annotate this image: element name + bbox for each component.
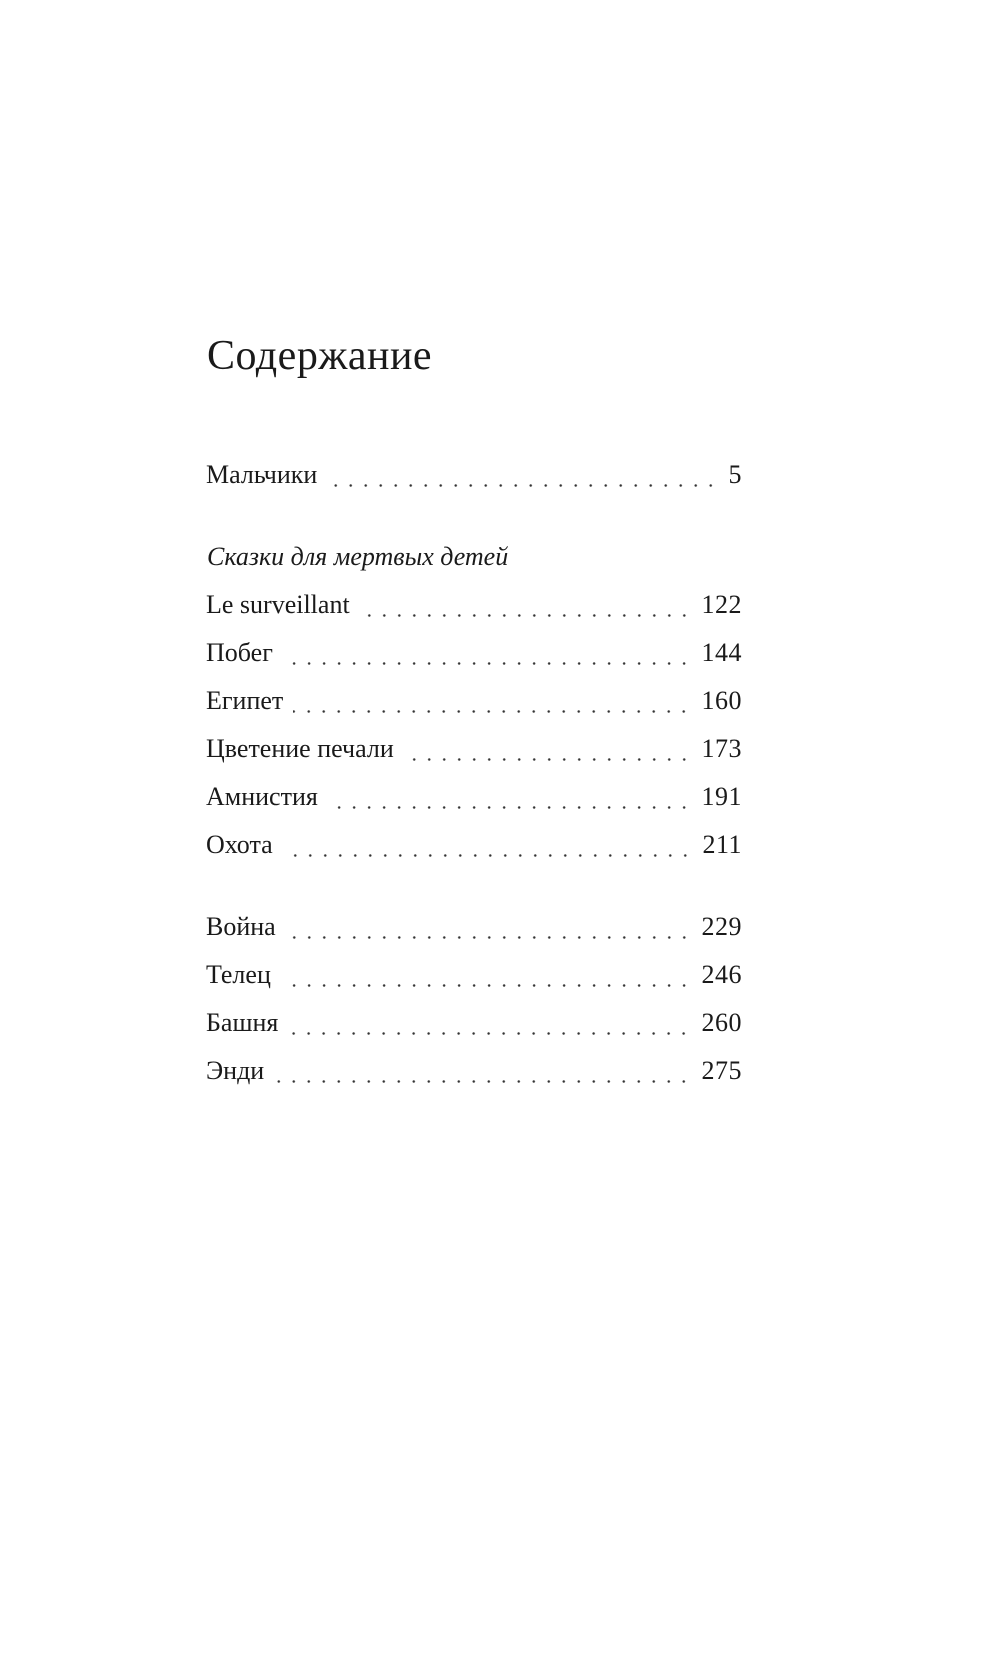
toc-entry[interactable] bbox=[206, 460, 742, 496]
toc-entry-label: Египет bbox=[206, 686, 284, 715]
dot-leader bbox=[283, 662, 692, 665]
toc-entry-page: 246 bbox=[701, 960, 742, 989]
toc-entry[interactable] bbox=[206, 590, 742, 626]
toc-entry-label: Охота bbox=[206, 830, 273, 859]
toc-entry[interactable] bbox=[206, 1056, 742, 1092]
toc-entry[interactable] bbox=[206, 960, 742, 996]
toc-entry[interactable] bbox=[206, 638, 742, 674]
toc-entry-page: 260 bbox=[701, 1008, 742, 1037]
toc-entry-label: Побег bbox=[206, 638, 273, 667]
toc-entry-page: 5 bbox=[728, 460, 742, 489]
page-title: Содержание bbox=[207, 333, 433, 379]
toc-entry-page: 211 bbox=[702, 830, 742, 859]
dot-leader bbox=[327, 484, 718, 487]
dot-leader bbox=[404, 758, 692, 761]
toc-entry-label: Башня bbox=[206, 1008, 279, 1037]
toc-entry-page: 122 bbox=[701, 590, 742, 619]
toc-entry-page: 144 bbox=[701, 638, 742, 667]
toc-entry-label: Мальчики bbox=[206, 460, 318, 489]
section-title: Сказки для мертвых детей bbox=[207, 542, 509, 571]
dot-leader bbox=[360, 614, 692, 617]
dot-leader bbox=[281, 984, 692, 987]
toc-entry-page: 160 bbox=[701, 686, 742, 715]
dot-leader bbox=[328, 806, 692, 809]
toc-entry-page: 173 bbox=[701, 734, 742, 763]
dot-leader bbox=[293, 710, 691, 713]
dot-leader bbox=[288, 1032, 691, 1035]
dot-leader bbox=[286, 936, 692, 939]
dot-leader bbox=[283, 854, 693, 857]
toc-entry-label: Война bbox=[206, 912, 276, 941]
toc-entry-page: 229 bbox=[701, 912, 742, 941]
toc-entry-label: Цветение печали bbox=[206, 734, 394, 763]
toc-entry[interactable] bbox=[206, 912, 742, 948]
toc-entry-label: Le surveillant bbox=[206, 590, 350, 619]
toc-entry[interactable] bbox=[206, 734, 742, 770]
toc-entry-page: 191 bbox=[701, 782, 742, 811]
toc-entry[interactable] bbox=[206, 782, 742, 818]
toc-entry-label: Амнистия bbox=[206, 782, 318, 811]
dot-leader bbox=[274, 1080, 691, 1083]
toc-entry-label: Энди bbox=[206, 1056, 265, 1085]
toc-entry[interactable] bbox=[206, 830, 742, 866]
toc-entry-page: 275 bbox=[701, 1056, 742, 1085]
toc-entry-label: Телец bbox=[206, 960, 271, 989]
toc-entry[interactable] bbox=[206, 1008, 742, 1044]
toc-entry[interactable] bbox=[206, 686, 742, 722]
